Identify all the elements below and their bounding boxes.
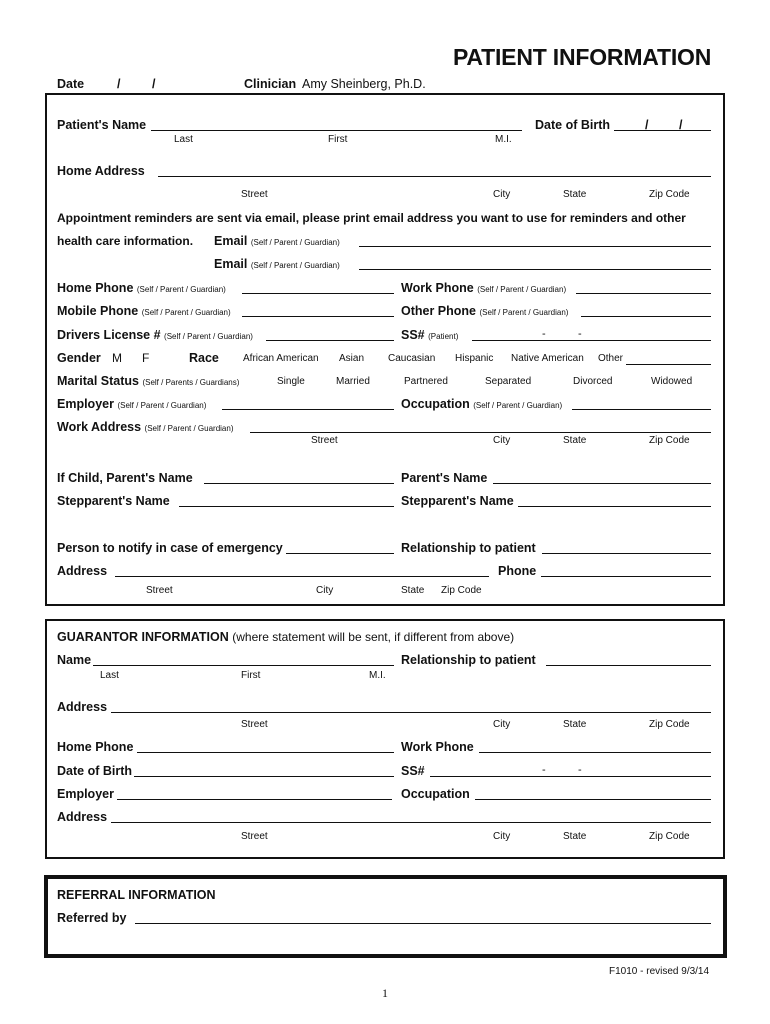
- patient-name-label: Patient's Name: [57, 118, 147, 132]
- work-address-caption-street: Street: [311, 435, 338, 446]
- guarantor-ssn-dash-2: -: [578, 764, 582, 776]
- emergency-address-label: Address: [57, 564, 108, 578]
- work-address-label: Work Address (Self / Parent / Guardian): [57, 420, 234, 434]
- marital-option-single[interactable]: Single: [277, 376, 305, 387]
- drivers-license-field[interactable]: [266, 340, 394, 341]
- emergency-phone-field[interactable]: [541, 576, 711, 577]
- occupation-field[interactable]: [572, 409, 711, 410]
- name-caption-mi: M.I.: [495, 134, 512, 145]
- other-phone-field[interactable]: [581, 316, 711, 317]
- guarantor-caption-city: City: [493, 719, 511, 730]
- page-title: PATIENT INFORMATION: [453, 44, 712, 70]
- address-caption-city: City: [493, 189, 511, 200]
- occupation-label: Occupation (Self / Parent / Guardian): [401, 397, 563, 411]
- date-slash-1: /: [117, 77, 121, 91]
- child-parent-name-field[interactable]: [204, 483, 394, 484]
- work-address-caption-city: City: [493, 435, 511, 446]
- home-phone-field[interactable]: [242, 293, 394, 294]
- guarantor-ssn-dash-1: -: [542, 764, 546, 776]
- work-phone-field[interactable]: [576, 293, 711, 294]
- gender-label: Gender: [57, 351, 101, 365]
- dob-slash-2: /: [679, 118, 683, 132]
- marital-option-separated[interactable]: Separated: [485, 376, 532, 387]
- address-caption-street: Street: [241, 189, 268, 200]
- ssn-label: SS# (Patient): [401, 328, 459, 342]
- emergency-phone-label: Phone: [498, 564, 537, 578]
- ssn-dash-1: -: [542, 328, 546, 340]
- ssn-field[interactable]: [472, 340, 711, 341]
- patient-name-field[interactable]: [151, 130, 522, 131]
- home-address-label: Home Address: [57, 164, 145, 178]
- marital-option-divorced[interactable]: Divorced: [573, 376, 613, 387]
- guarantor-address-field[interactable]: [111, 712, 711, 713]
- guarantor-relationship-field[interactable]: [546, 665, 711, 666]
- email-label-2: Email (Self / Parent / Guardian): [214, 257, 340, 271]
- name-caption-first: First: [328, 134, 348, 145]
- date-label: Date: [57, 77, 85, 91]
- dob-label: Date of Birth: [535, 118, 610, 132]
- gender-option-f[interactable]: F: [142, 351, 150, 365]
- emergency-contact-label: Person to notify in case of emergency: [57, 541, 283, 555]
- address-caption-zip: Zip Code: [649, 189, 690, 200]
- name-caption-last: Last: [174, 134, 193, 145]
- dob-slash-1: /: [645, 118, 649, 132]
- emergency-caption-street: Street: [146, 585, 173, 596]
- page-number: 1: [382, 986, 388, 1000]
- clinician-label: Clinician: [244, 77, 297, 91]
- parent-name-field[interactable]: [493, 483, 711, 484]
- relationship-label: Relationship to patient: [401, 541, 536, 555]
- relationship-field[interactable]: [542, 553, 711, 554]
- email-note-line2: health care information.: [57, 234, 194, 248]
- dob-field[interactable]: [614, 130, 711, 131]
- guarantor-address-label: Address: [57, 700, 108, 714]
- guarantor-section: [45, 619, 725, 859]
- guarantor-heading: GUARANTOR INFORMATION (where statement will be sent, if different from above): [57, 630, 515, 644]
- email-field-1[interactable]: [359, 246, 711, 247]
- parent-name-label: Parent's Name: [401, 471, 488, 485]
- guarantor-address-field-2[interactable]: [111, 822, 711, 823]
- marital-option-partnered[interactable]: Partnered: [404, 376, 448, 387]
- race-option-caucasian[interactable]: Caucasian: [388, 353, 436, 364]
- emergency-caption-zip: Zip Code: [441, 585, 482, 596]
- race-option-hispanic[interactable]: Hispanic: [455, 353, 494, 364]
- guarantor-work-phone-field[interactable]: [479, 752, 711, 753]
- referred-by-label: Referred by: [57, 911, 127, 925]
- child-parent-name-label: If Child, Parent's Name: [57, 471, 193, 485]
- race-label: Race: [189, 351, 219, 365]
- guarantor-name-field[interactable]: [93, 665, 394, 666]
- race-option-asian[interactable]: Asian: [339, 353, 365, 364]
- clinician-name: Amy Sheinberg, Ph.D.: [302, 77, 426, 91]
- stepparent-name-label-1: Stepparent's Name: [57, 494, 170, 508]
- guarantor-caption-state-2: State: [563, 831, 587, 842]
- stepparent-name-field-2[interactable]: [518, 506, 711, 507]
- marital-option-widowed[interactable]: Widowed: [651, 376, 693, 387]
- emergency-caption-state: State: [401, 585, 425, 596]
- guarantor-employer-field[interactable]: [117, 799, 392, 800]
- guarantor-occupation-field[interactable]: [475, 799, 711, 800]
- emergency-address-field[interactable]: [115, 576, 489, 577]
- work-address-caption-zip: Zip Code: [649, 435, 690, 446]
- stepparent-name-label-2: Stepparent's Name: [401, 494, 514, 508]
- address-caption-state: State: [563, 189, 587, 200]
- drivers-license-label: Drivers License # (Self / Parent / Guardian): [57, 328, 253, 342]
- email-label-1: Email (Self / Parent / Guardian): [214, 234, 340, 248]
- guarantor-caption-street: Street: [241, 719, 268, 730]
- guarantor-dob-field[interactable]: [134, 776, 394, 777]
- mobile-phone-label: Mobile Phone (Self / Parent / Guardian): [57, 304, 231, 318]
- email-note-line1: Appointment reminders are sent via email, please print email address you want to use for reminders and other: [57, 211, 686, 225]
- stepparent-name-field-1[interactable]: [179, 506, 394, 507]
- form-id: F1010 - revised 9/3/14: [609, 966, 710, 977]
- guarantor-caption-zip-2: Zip Code: [649, 831, 690, 842]
- marital-option-married[interactable]: Married: [336, 376, 370, 387]
- employer-label: Employer (Self / Parent / Guardian): [57, 397, 207, 411]
- guarantor-caption-city-2: City: [493, 831, 511, 842]
- date-slash-2: /: [152, 77, 156, 91]
- emergency-caption-city: City: [316, 585, 334, 596]
- guarantor-caption-first: First: [241, 670, 261, 681]
- guarantor-caption-street-2: Street: [241, 831, 268, 842]
- guarantor-ssn-label: SS#: [401, 764, 425, 778]
- guarantor-caption-mi: M.I.: [369, 670, 386, 681]
- guarantor-relationship-label: Relationship to patient: [401, 653, 536, 667]
- guarantor-work-phone-label: Work Phone: [401, 740, 474, 754]
- race-option-african-american[interactable]: African American: [243, 353, 319, 364]
- referred-by-field[interactable]: [135, 923, 711, 924]
- home-address-field[interactable]: [158, 176, 711, 177]
- guarantor-occupation-label: Occupation: [401, 787, 470, 801]
- emergency-contact-field[interactable]: [286, 553, 394, 554]
- guarantor-ssn-field[interactable]: [430, 776, 711, 777]
- guarantor-employer-label: Employer: [57, 787, 114, 801]
- mobile-phone-field[interactable]: [242, 316, 394, 317]
- guarantor-address-label-2: Address: [57, 810, 108, 824]
- guarantor-caption-zip: Zip Code: [649, 719, 690, 730]
- ssn-dash-2: -: [578, 328, 582, 340]
- guarantor-name-label: Name: [57, 653, 92, 667]
- work-address-field[interactable]: [250, 432, 711, 433]
- work-address-caption-state: State: [563, 435, 587, 446]
- employer-field[interactable]: [222, 409, 394, 410]
- guarantor-dob-label: Date of Birth: [57, 764, 132, 778]
- gender-option-m[interactable]: M: [112, 351, 122, 365]
- race-other-field[interactable]: [626, 364, 711, 365]
- home-phone-label: Home Phone (Self / Parent / Guardian): [57, 281, 226, 295]
- marital-status-label: Marital Status (Self / Parents / Guardians): [57, 374, 240, 388]
- guarantor-home-phone-field[interactable]: [137, 752, 394, 753]
- other-phone-label: Other Phone (Self / Parent / Guardian): [401, 304, 569, 318]
- guarantor-caption-last: Last: [100, 670, 119, 681]
- guarantor-home-phone-label: Home Phone: [57, 740, 134, 754]
- work-phone-label: Work Phone (Self / Parent / Guardian): [401, 281, 567, 295]
- referral-heading: REFERRAL INFORMATION: [57, 888, 216, 902]
- race-option-native-american[interactable]: Native American: [511, 353, 584, 364]
- race-option-other[interactable]: Other: [598, 353, 624, 364]
- guarantor-caption-state: State: [563, 719, 587, 730]
- email-field-2[interactable]: [359, 269, 711, 270]
- patient-section: [45, 93, 725, 606]
